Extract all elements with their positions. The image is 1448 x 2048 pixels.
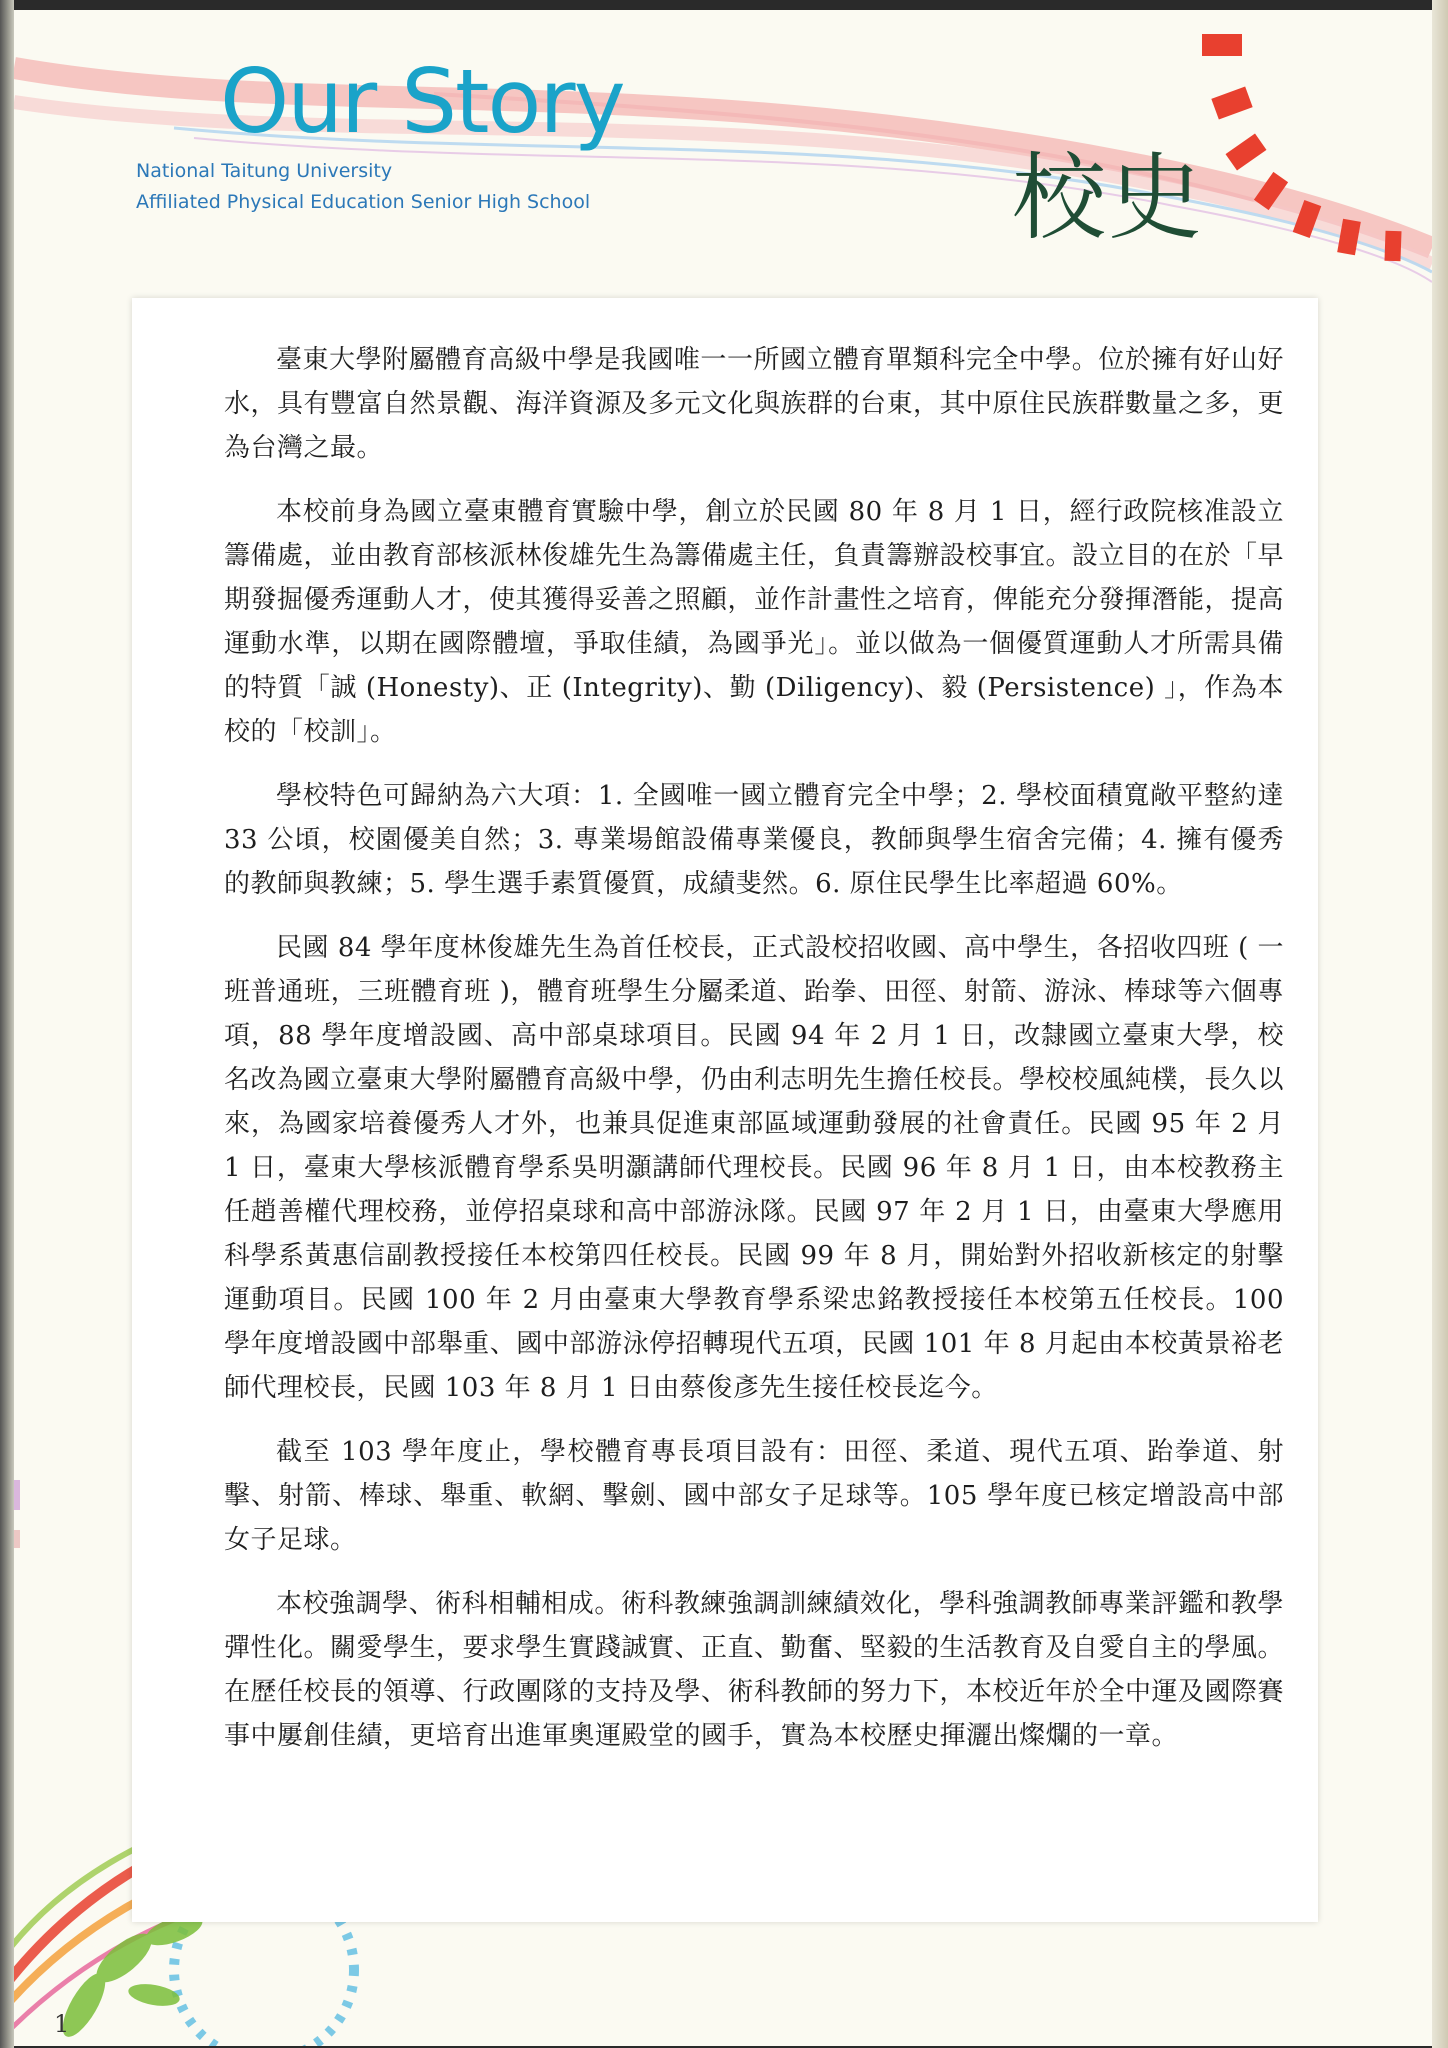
page — [14, 10, 1432, 2046]
school-subtitle — [136, 156, 590, 218]
paragraph-2: 本校前身為國立臺東體育實驗中學，創立於民國 80 年 8 月 1 日，經行政院核准設立籌備處，並由教育部核派林俊雄先生為籌備處主任，負責籌辦設校事宜。設立目的在於「早期發掘優秀運動人才，使其獲得妥善之照顧，並作計畫性之培育，俾能充分發揮潛能，提高運動水準，以期在國際體壇，爭取佳績，為國爭光」。並以做為一個優質運動人才所需具備的特質「誠 (Honesty)、正 (Integrity)、勤 (Diligency)、毅 (Persistence) 」，作為本校的「校訓」。 — [224, 497, 1285, 747]
paragraph-5: 截至 103 學年度止，學校體育專長項目設有：田徑、柔道、現代五項、跆拳道、射擊、射箭、棒球、舉重、軟網、擊劍、國中部女子足球等。105 學年度已核定增設高中部女子足球。 — [224, 1437, 1284, 1555]
paragraph-6: 本校強調學、術科相輔相成。術科教練強調訓練績效化，學科強調教師專業評鑑和教學彈性化。關愛學生，要求學生實踐誠實、正直、勤奮、堅毅的生活教育及自愛自主的學風。在歷任校長的領導、行政團隊的支持及學、術科教師的努力下，本校近年於全中運及國際賽事中屢創佳績，更培育出進軍奧運殿堂的國手，實為本校歷史揮灑出燦爛的一章。 — [224, 1589, 1285, 1751]
subtitle-line-1: National Taitung University — [136, 160, 393, 182]
page-title-zh: 校史 — [1012, 144, 1205, 253]
content-panel — [132, 298, 1318, 1922]
subtitle-line-2: Affiliated Physical Education Senior High School — [136, 191, 591, 213]
page-number: 1 — [54, 2010, 70, 2038]
paragraph-3: 學校特色可歸納為六大項：1. 全國唯一國立體育完全中學；2. 學校面積寬敞平整約達 33 公頃，校園優美自然；3. 專業場館設備專業優良，教師與學生宿舍完備；4. 擁有優秀的教師與教練；5. 學生選手素質優質，成績斐然。6. 原住民學生比率超過 60%。 — [224, 781, 1284, 899]
page-title-en: Our Story — [220, 50, 624, 153]
history-text — [224, 338, 1284, 1778]
book-spine — [0, 0, 14, 2048]
paragraph-4: 民國 84 學年度林俊雄先生為首任校長，正式設校招收國、高中學生，各招收四班 ( 一班普通班，三班體育班 )，體育班學生分屬柔道、跆拳、田徑、射箭、游泳、棒球等六個專項，88 學年度增設國、高中部桌球項目。民國 94 年 2 月 1 日，改隸國立臺東大學，校名改為國立臺東大學附屬體育高級中學，仍由利志明先生擔任校長。學校校風純樸，長久以來，為國家培養優秀人才外，也兼具促進東部區域運動發展的社會責任。民國 95 年 2 月 1 日，臺東大學核派體育學系吳明灝講師代理校長。民國 96 年 8 月 1 日，由本校教務主任趙善權代理校務，並停招桌球和高中部游泳隊。民國 97 年 2 月 1 日，由臺東大學應用科學系黃惠信副教授接任本校第四任校長。民國 99 年 8 月，開始對外招收新核定的射擊運動項目。民國 100 年 2 月由臺東大學教育學系梁忠銘教授接任本校第五任校長。100 學年度增設國中部舉重、國中部游泳停招轉現代五項，民國 101 年 8 月起由本校黃景裕老師代理校長，民國 103 年 8 月 1 日由蔡俊彥先生接任校長迄今。 — [224, 933, 1285, 1403]
page-edge — [1432, 0, 1448, 2048]
paragraph-1: 臺東大學附屬體育高級中學是我國唯一一所國立體育單類科完全中學。位於擁有好山好水，具有豐富自然景觀、海洋資源及多元文化與族群的台東，其中原住民族群數量之多，更為台灣之最。 — [224, 345, 1285, 463]
